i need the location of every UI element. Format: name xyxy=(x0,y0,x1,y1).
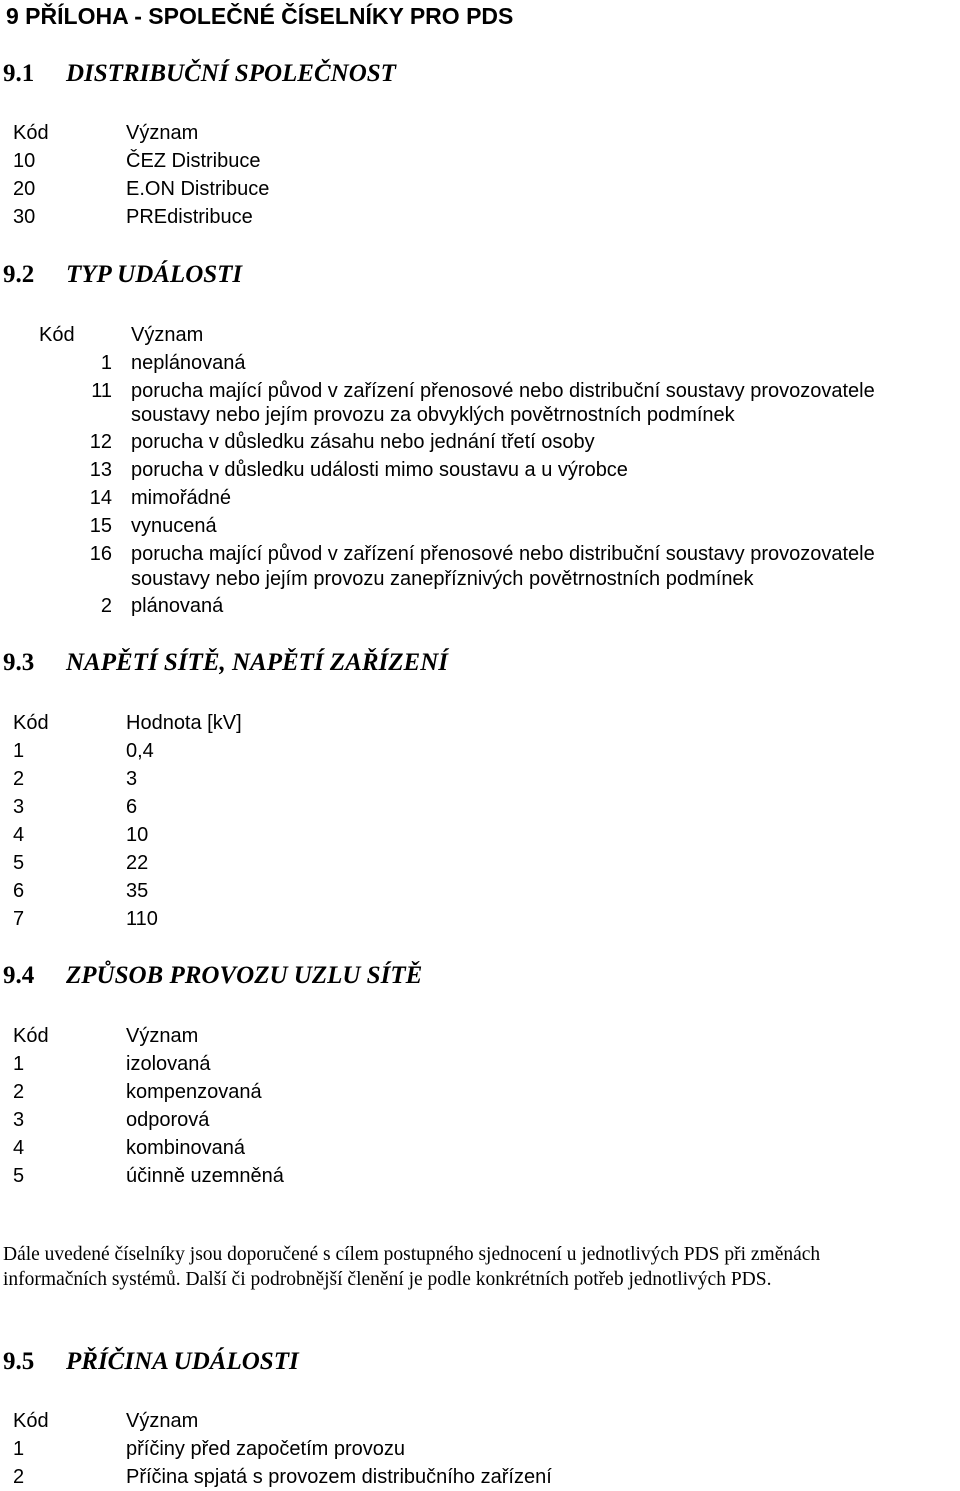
paragraph-line-1: Dále uvedené číselníky jsou doporučené s cílem postupného sjednocení u jednotlivých PDS při změnách xyxy=(3,1244,821,1265)
section-title-9-1: DISTRIBUČNÍ SPOLEČNOST xyxy=(66,60,396,87)
section-number-9-1: 9.1 xyxy=(3,60,35,87)
table-cell-value: 6 xyxy=(126,796,138,818)
section-title-9-3: NAPĚTÍ SÍTĚ, NAPĚTÍ ZAŘÍZENÍ xyxy=(66,649,449,676)
table-cell-code: 3 xyxy=(13,796,25,818)
table-cell-code: 2 xyxy=(13,1081,25,1103)
table-cell-value: izolovaná xyxy=(126,1053,211,1075)
section-title-9-4: ZPŮSOB PROVOZU UZLU SÍTĚ xyxy=(66,962,423,989)
table-cell-value: mimořádné xyxy=(131,487,232,509)
col-header-code: Kód xyxy=(13,712,49,734)
table-cell-code: 20 xyxy=(13,178,36,200)
table-cell-value: porucha mající původ v zařízení přenosové nebo distribuční soustavy provozovatele xyxy=(131,543,875,565)
col-header-value-kv: Hodnota [kV] xyxy=(126,712,242,734)
table-cell-value: 35 xyxy=(126,880,149,902)
table-cell-value: 0,4 xyxy=(126,740,154,762)
table-cell-value: porucha mající původ v zařízení přenosové nebo distribuční soustavy provozovatele xyxy=(131,380,875,402)
table-cell-value: 110 xyxy=(126,908,158,930)
table-cell-value: kompenzovaná xyxy=(126,1081,262,1103)
table-cell-value-continued: soustavy nebo jejím provozu zanepříznivých povětrnostních podmínek xyxy=(131,568,754,590)
table-cell-value: kombinovaná xyxy=(126,1137,245,1159)
table-cell-code: 5 xyxy=(13,1165,25,1187)
col-header-meaning: Význam xyxy=(131,324,204,346)
table-cell-code: 1 xyxy=(13,1053,25,1075)
col-header-code: Kód xyxy=(13,122,49,144)
table-cell-value: Příčina spjatá s provozem distribučního zařízení xyxy=(126,1466,552,1488)
table-cell-code: 1 xyxy=(13,1438,25,1460)
section-title-9-2: TYP UDÁLOSTI xyxy=(66,261,243,288)
table-cell-code: 6 xyxy=(13,880,25,902)
page-title: 9 PŘÍLOHA - SPOLEČNÉ ČÍSELNÍKY PRO PDS xyxy=(6,3,514,29)
table-cell-value: vynucená xyxy=(131,515,217,537)
table-cell-value: příčiny před započetím provozu xyxy=(126,1438,406,1460)
table-cell-code: 13 xyxy=(89,459,112,481)
table-cell-code: 7 xyxy=(13,908,25,930)
table-cell-value: neplánovaná xyxy=(131,352,246,374)
table-cell-value: ČEZ Distribuce xyxy=(126,150,261,172)
col-header-code: Kód xyxy=(13,1410,49,1432)
table-cell-code: 15 xyxy=(89,515,112,537)
table-cell-code: 30 xyxy=(13,206,36,228)
table-cell-code: 12 xyxy=(89,431,112,453)
table-cell-code: 2 xyxy=(13,1466,25,1488)
table-cell-code: 2 xyxy=(100,595,112,617)
table-cell-code: 4 xyxy=(13,1137,25,1159)
table-cell-code: 14 xyxy=(89,487,112,509)
table-cell-value: 3 xyxy=(126,768,138,790)
section-title-9-5: PŘÍČINA UDÁLOSTI xyxy=(66,1348,299,1375)
section-number-9-4: 9.4 xyxy=(3,962,35,989)
col-header-meaning: Význam xyxy=(126,1025,199,1047)
section-number-9-3: 9.3 xyxy=(3,649,35,676)
table-cell-value: 10 xyxy=(126,824,149,846)
table-cell-code: 4 xyxy=(13,824,25,846)
section-number-9-5: 9.5 xyxy=(3,1348,35,1375)
paragraph-line-2: informačních systémů. Další či podrobnější členění je podle konkrétních potřeb jednotlivých PDS. xyxy=(3,1269,772,1290)
col-header-code: Kód xyxy=(39,324,75,346)
table-cell-code: 10 xyxy=(13,150,36,172)
table-cell-value: 22 xyxy=(126,852,149,874)
table-cell-code: 3 xyxy=(13,1109,25,1131)
col-header-code: Kód xyxy=(13,1025,49,1047)
table-cell-value: PREdistribuce xyxy=(126,206,253,228)
table-cell-value: porucha v důsledku události mimo soustavu a u výrobce xyxy=(131,459,628,481)
table-cell-code: 2 xyxy=(13,768,25,790)
table-cell-code: 5 xyxy=(13,852,25,874)
table-cell-code: 11 xyxy=(91,380,112,402)
table-cell-code: 1 xyxy=(100,352,112,374)
col-header-meaning: Význam xyxy=(126,1410,199,1432)
table-cell-code: 1 xyxy=(13,740,25,762)
col-header-meaning: Význam xyxy=(126,122,199,144)
table-cell-value: E.ON Distribuce xyxy=(126,178,270,200)
table-cell-value: porucha v důsledku zásahu nebo jednání třetí osoby xyxy=(131,431,595,453)
table-cell-value: odporová xyxy=(126,1109,210,1131)
table-cell-value: účinně uzemněná xyxy=(126,1165,284,1187)
section-number-9-2: 9.2 xyxy=(3,261,35,288)
table-cell-value: plánovaná xyxy=(131,595,224,617)
table-cell-code: 16 xyxy=(89,543,112,565)
table-cell-value-continued: soustavy nebo jejím provozu za obvyklých povětrnostních podmínek xyxy=(131,404,735,426)
